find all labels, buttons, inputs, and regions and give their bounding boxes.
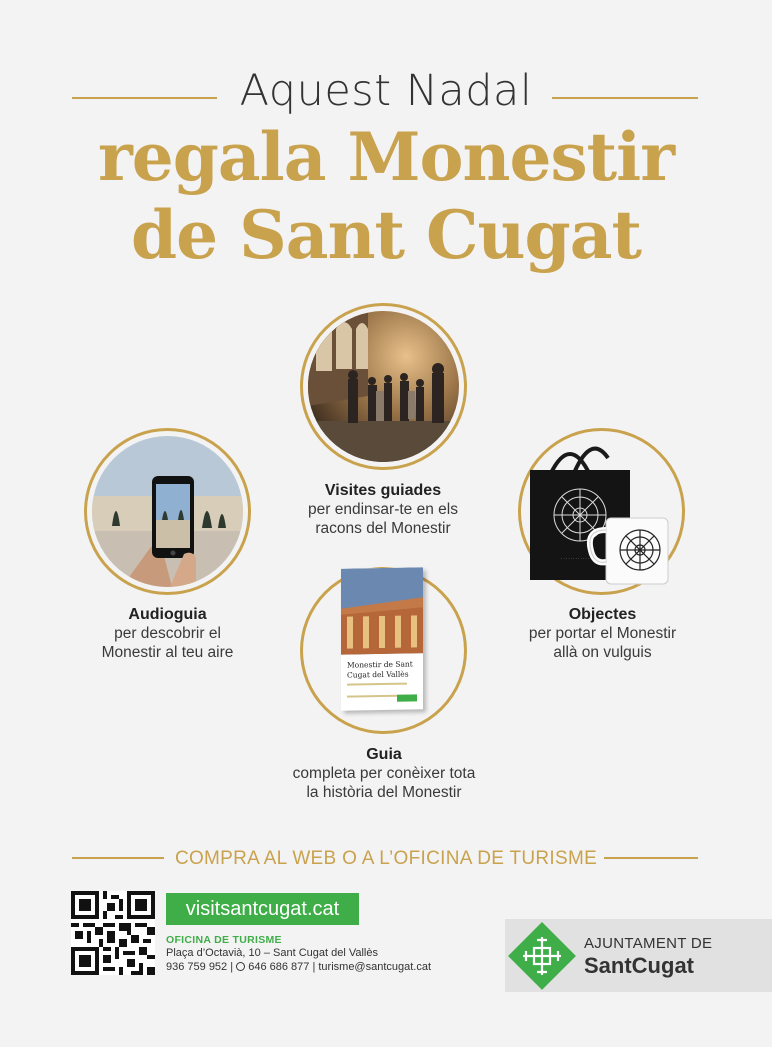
guidebook-cover-photo — [341, 567, 423, 654]
guided-visits-title: Visites guiades — [324, 482, 442, 499]
ajuntament-label: AJUNTAMENT DE — [584, 935, 713, 952]
guided-visits-photo — [300, 303, 467, 470]
guided-visits-line2: racons del Monestir — [315, 520, 451, 537]
audioguide-caption — [80, 605, 255, 662]
merchandise-line2: allà on vulguis — [553, 644, 652, 661]
phone-number[interactable]: 936 759 952 — [166, 961, 228, 973]
separator: | — [230, 961, 237, 973]
headline-line-2: de Sant Cugat — [131, 196, 641, 274]
tourist-office-address: Plaça d’Octavià, 10 – Sant Cugat del Vallès — [166, 947, 378, 959]
guided-visits-caption — [283, 481, 483, 538]
guidebook-caption — [270, 745, 498, 802]
purchase-call-to-action: COMPRA AL WEB O A L’OFICINA DE TURISME — [174, 848, 598, 869]
audioguide-line1: per descobrir el — [114, 625, 221, 642]
ajuntament-emblem-icon — [505, 919, 579, 993]
headline-line-1: regala Monestir — [97, 118, 675, 196]
whatsapp-icon — [236, 962, 245, 971]
guidebook-title-1: Monestir de Sant — [347, 659, 413, 670]
tourist-office-heading: OFICINA DE TURISME — [166, 934, 282, 946]
qr-code[interactable] — [71, 891, 155, 975]
guidebook-cover — [341, 567, 423, 710]
sant-cugat-label: SantCugat — [584, 953, 694, 978]
headline-intro: Aquest Nadal — [239, 66, 533, 116]
audioguide-line2: Monestir al teu aire — [101, 644, 234, 661]
merchandise-caption — [505, 605, 700, 662]
phone-photo-image — [92, 436, 243, 587]
cloister-group-image — [308, 311, 459, 462]
tote-bag-and-mug-image — [520, 430, 685, 590]
merchandise-title: Objectes — [568, 606, 637, 623]
website-link[interactable]: visitsantcugat.cat — [166, 893, 359, 925]
email-address[interactable]: turisme@santcugat.cat — [318, 961, 432, 973]
merchandise-line1: per portar el Monestir — [528, 625, 677, 642]
guidebook-publisher-logo — [397, 694, 417, 701]
svg-text:· · · · · · · · · · · · · · ·: · · · · · · · · · · · · · · · · — [561, 556, 599, 561]
tourist-office-contacts — [166, 961, 431, 973]
guided-visits-line1: per endinsar-te en els — [308, 501, 458, 518]
guidebook-line1: completa per conèixer tota — [292, 765, 476, 782]
separator: | — [312, 961, 319, 973]
audioguide-title: Audioguia — [128, 606, 207, 623]
audioguide-photo — [84, 428, 251, 595]
whatsapp-number[interactable]: 646 686 877 — [248, 961, 310, 973]
guidebook-line2: la història del Monestir — [306, 784, 462, 801]
guidebook-title: Guia — [366, 746, 402, 763]
guidebook-title-2: Cugat del Vallès — [347, 669, 409, 680]
